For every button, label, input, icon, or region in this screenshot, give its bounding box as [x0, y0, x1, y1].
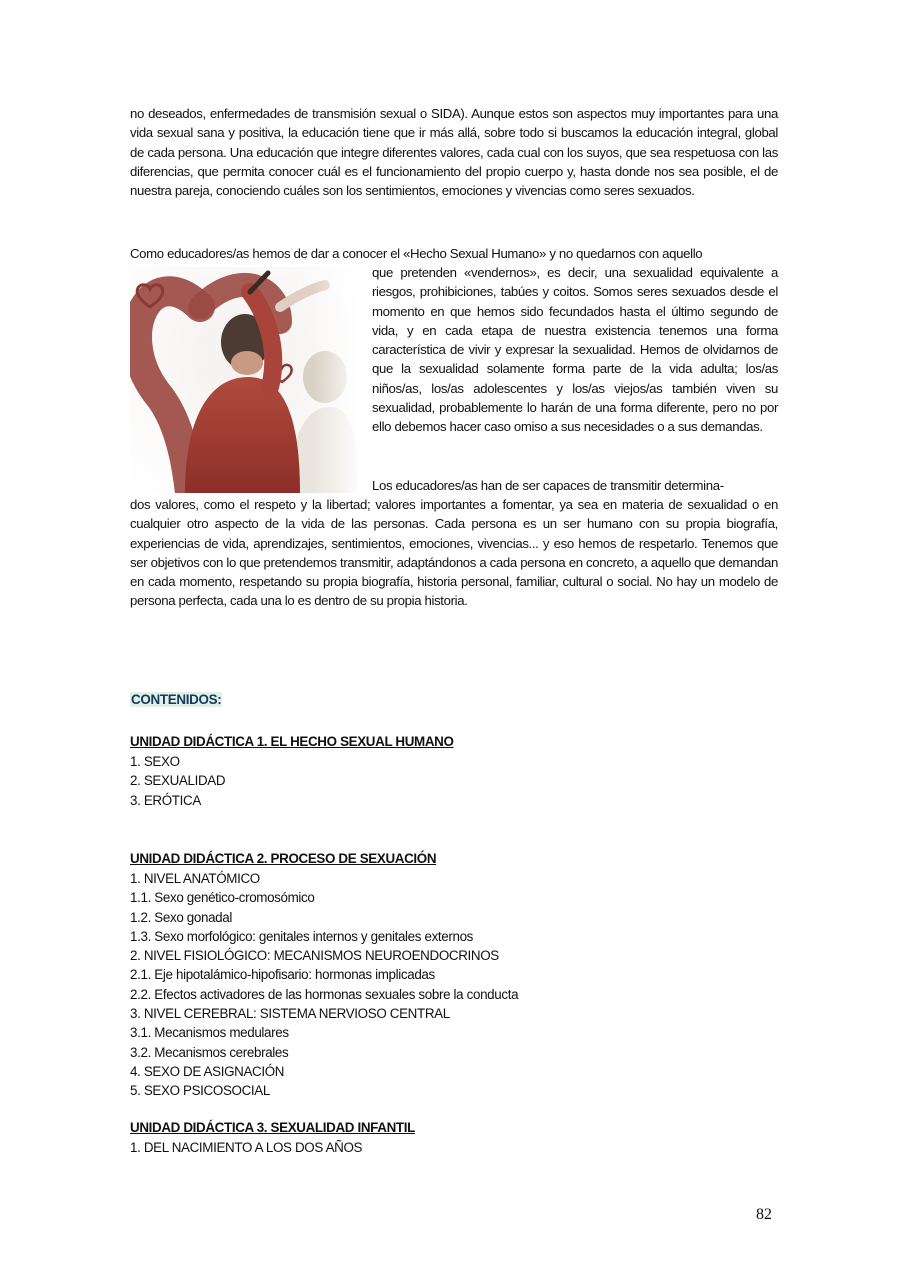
list-item: 2. SEXUALIDAD	[130, 773, 226, 789]
unit-3-title: UNIDAD DIDÁCTICA 3. SEXUALIDAD INFANTIL	[130, 1120, 415, 1135]
list-item: 1.1. Sexo genético-cromosómico	[130, 890, 315, 906]
list-item: 3.1. Mecanismos medulares	[130, 1025, 289, 1041]
couple-painting-heart-photo	[130, 267, 358, 493]
list-item: 3.2. Mecanismos cerebrales	[130, 1044, 289, 1060]
list-item: 1. SEXO	[130, 754, 180, 769]
list-item: 1.2. Sexo gonadal	[130, 909, 233, 925]
body-paragraph-3-first-line: Los educadores/as han de ser capaces de transmitir determina-	[372, 478, 724, 493]
contents-heading: CONTENIDOS:	[131, 692, 222, 707]
list-item: 1. NIVEL ANATÓMICO	[130, 871, 260, 886]
list-item: 3. ERÓTICA	[130, 792, 201, 808]
unit-1-list	[130, 752, 225, 810]
unit-3-list	[130, 1138, 362, 1157]
list-item: 2. NIVEL FISIOLÓGICO: MECANISMOS NEUROENDOCRINOS	[130, 948, 499, 964]
body-paragraph-3: dos valores, como el respeto y la libertad; valores importantes a fomentar, ya sea en materia de sexualidad o en cualquier otro aspecto de la vida de las personas. Cada persona es un ser humano con su propia biografía, experiencias de vida, aprendizajes, sentimientos, emociones, vivencias... y eso hemos de respetarlo. Tenemos que ser objetivos con lo que pretendemos transmitir, adaptándonos a cada persona en concreto, a aquello que demandan en cada momento, respetando su propia biografía, historia personal, familiar, cultural o social. No hay un modelo de persona perfecta, cada una lo es dentro de su propia historia.	[130, 497, 778, 609]
body-paragraph-2-wrapped: que pretenden «vendernos», es decir, una sexualidad equivalente a riesgos, prohibiciones, tabúes y coitos. Somos seres sexuados desde el momento en que hemos sido fecundados hasta el último segundo de vida, y en cada etapa de nuestra existencia tenemos una forma característica de vivir y expresar la sexualidad. Hemos de olvidarnos de que la sexualidad solamente forma parte de la vida adulta; los/as niños/as, los/as adolescentes y los/as viejos/as también viven su sexualidad, probablemente lo harán de una forma diferente, pero no por ello debemos hacer caso omiso a sus necesidades o a sus demandas.	[372, 265, 778, 435]
unit-2-list	[130, 869, 518, 1101]
list-item: 1.3. Sexo morfológico: genitales internos y genitales externos	[130, 928, 474, 944]
body-paragraph-2-first-line: Como educadores/as hemos de dar a conocer el «Hecho Sexual Humano» y no quedarnos con aquello	[130, 246, 703, 261]
list-item: 2.1. Eje hipotalámico-hipofisario: hormonas implicadas	[130, 967, 435, 983]
list-item: 4. SEXO DE ASIGNACIÓN	[130, 1063, 285, 1079]
body-paragraph-1: no deseados, enfermedades de transmisión sexual o SIDA). Aunque estos son aspectos muy importantes para una vida sexual sana y positiva, la educación tiene que ir más allá, sobre todo si buscamos la educación integral, global de cada persona. Una educación que integre diferentes valores, cada cual con los suyos, que sea respetuosa con las diferencias, que permita conocer cuál es el funcionamiento del propio cuerpo y, hasta donde nos sea posible, el de nuestra pareja, conociendo cuáles son los sentimientos, emociones y vivencias como seres sexuados.	[130, 106, 778, 199]
unit-2-title: UNIDAD DIDÁCTICA 2. PROCESO DE SEXUACIÓN	[130, 851, 437, 866]
list-item: 2.2. Efectos activadores de las hormonas sexuales sobre la conducta	[130, 986, 519, 1002]
list-item: 1. DEL NACIMIENTO A LOS DOS AÑOS	[130, 1140, 363, 1155]
page-number: 82	[756, 1206, 772, 1223]
list-item: 3. NIVEL CEREBRAL: SISTEMA NERVIOSO CENTRAL	[130, 1006, 450, 1022]
unit-1-title: UNIDAD DIDÁCTICA 1. EL HECHO SEXUAL HUMANO	[130, 734, 454, 749]
list-item: 5. SEXO PSICOSOCIAL	[130, 1083, 270, 1099]
